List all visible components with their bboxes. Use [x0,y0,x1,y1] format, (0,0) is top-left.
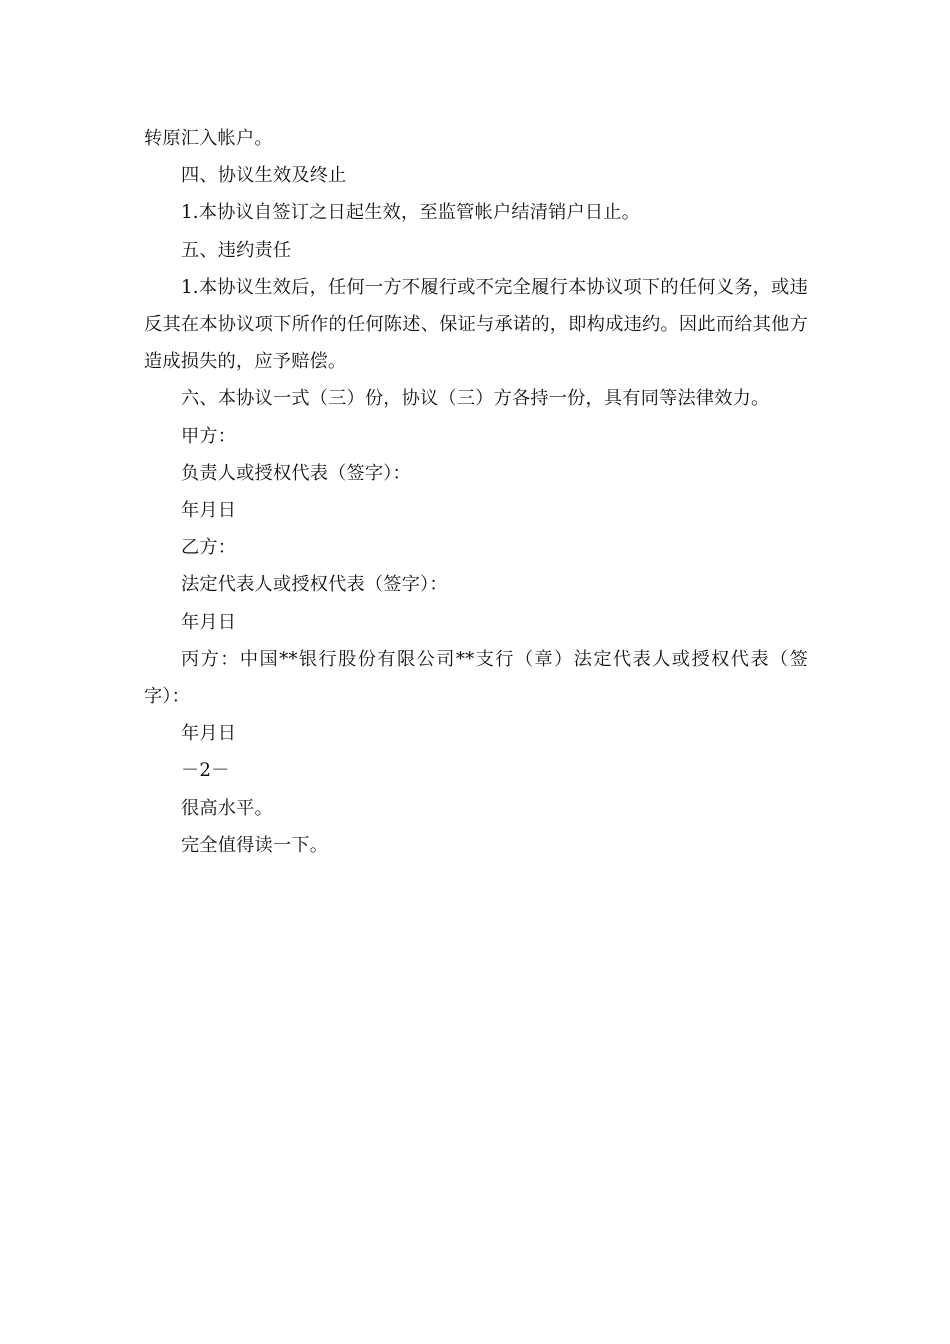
party-a-date-line: 年月日 [181,500,237,522]
party-a-signature-line: 负责人或授权代表（签字）： [181,462,411,484]
section-heading-effect-termination: 四、协议生效及终止 [181,165,347,187]
paragraph-copies: 六、本协议一式（三）份，协议（三）方各持一份，具有同等法律效力。 [181,388,770,410]
document-body [144,120,808,864]
paragraph-breach-liability: 1.本协议生效后，任何一方不履行或不完全履行本协议项下的任何义务，或违反其在本协议项下所作的任何陈述、保证与承诺的，即构成违约。因此而给其他方造成损失的，应予赔偿。 [144,276,808,373]
paragraph-transfer-back: 转原汇入帐户。 [144,128,273,149]
party-b-date-line: 年月日 [181,611,237,633]
party-b-label: 乙方： [181,537,237,559]
closing-comment-1: 很高水平。 [181,797,273,819]
party-c-signature-line: 丙方：中国**银行股份有限公司**支行（章）法定代表人或授权代表（签字）： [144,648,808,708]
party-a-label: 甲方： [181,425,237,447]
paragraph-effective-date: 1.本协议自签订之日起生效，至监管帐户结清销户日止。 [181,202,641,224]
section-heading-liability: 五、违约责任 [181,239,292,261]
party-b-signature-line: 法定代表人或授权代表（签字）： [181,574,448,596]
closing-comment-2: 完全值得读一下。 [181,834,329,856]
party-c-date-line: 年月日 [181,723,237,745]
page-number: －2－ [181,760,230,782]
